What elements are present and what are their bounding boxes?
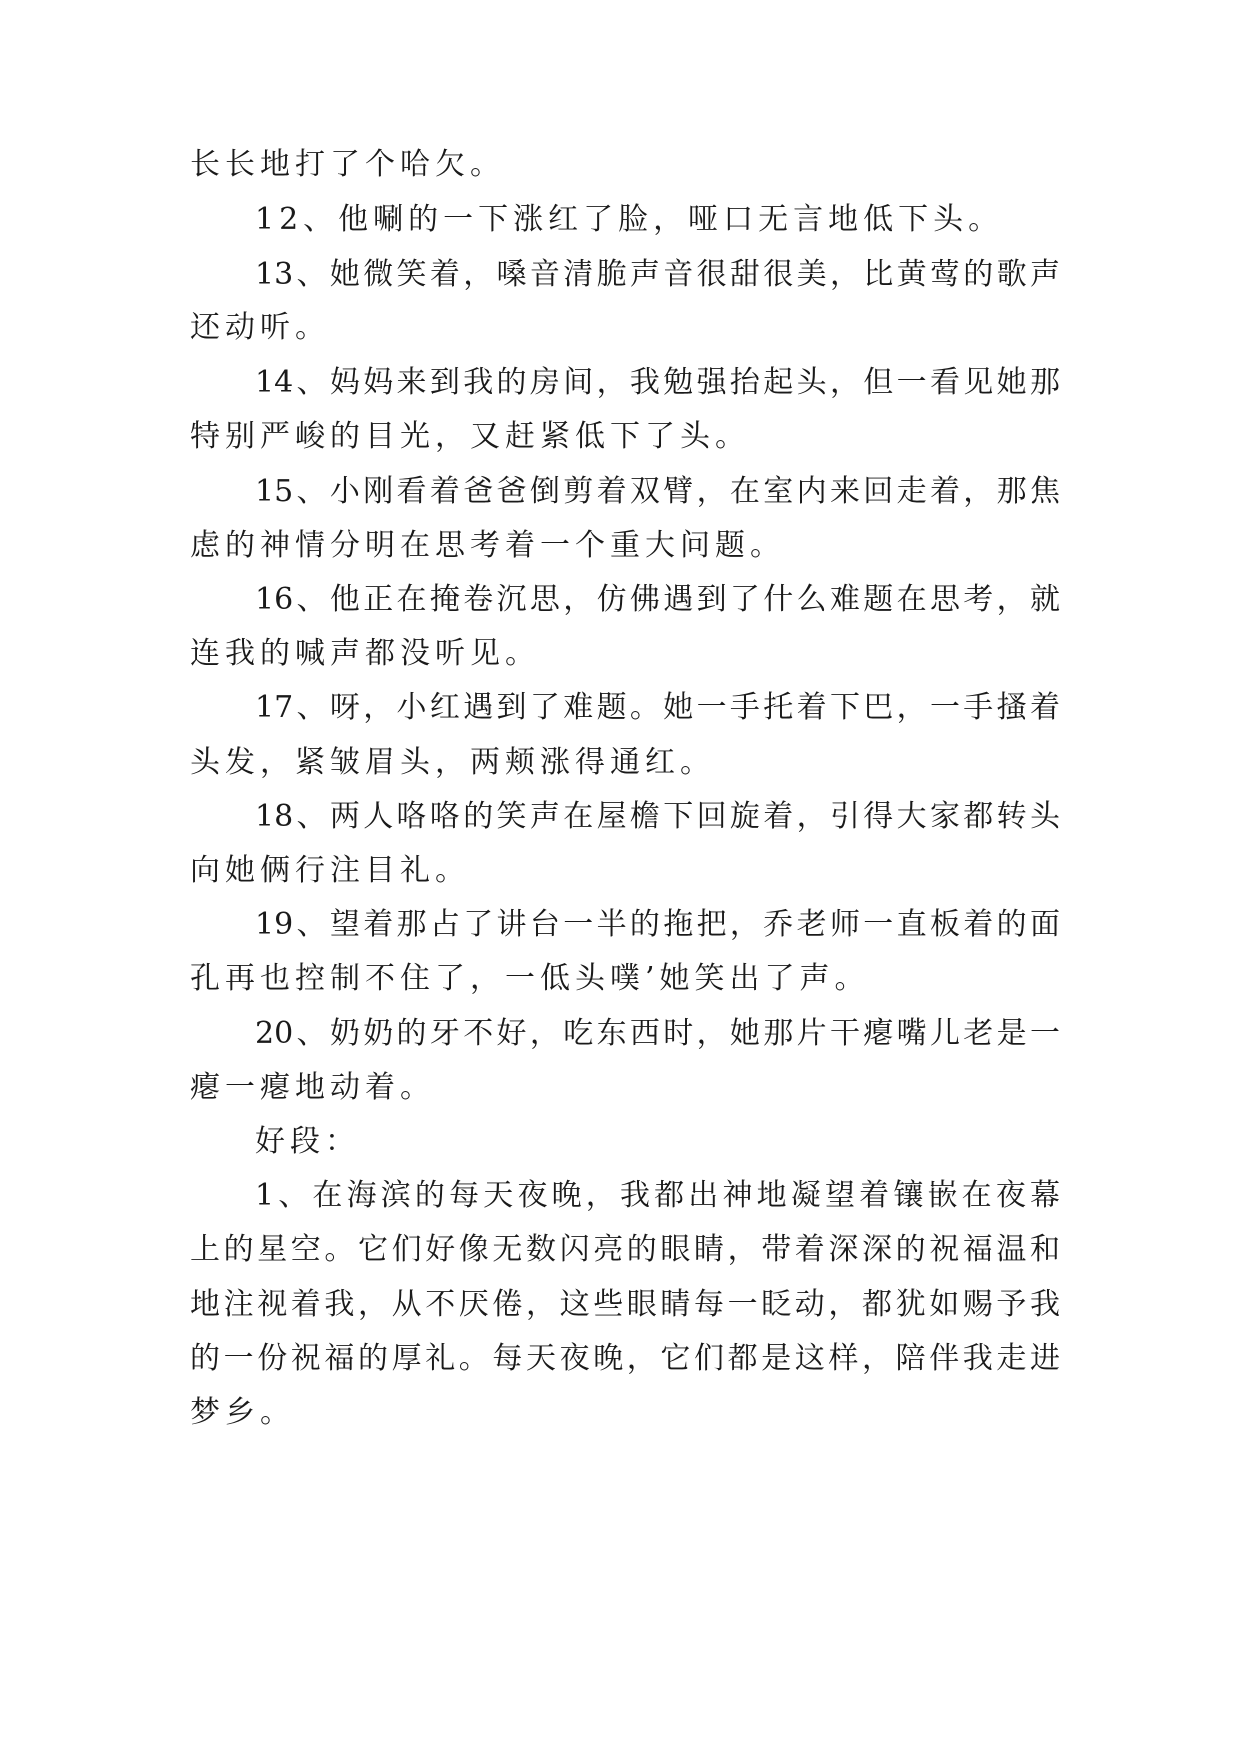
text-line-19: 好段： [255,1124,360,1159]
text-line-2: 12、他唰的一下涨红了脸，哑口无言地低下头。 [255,202,1004,237]
text-line-15: 19、望着那占了讲台一半的拖把，乔老师一直板着的面 [255,907,1060,942]
text-line-6: 特别严峻的目光，又赶紧低下了头。 [190,419,750,454]
text-line-5: 14、妈妈来到我的房间，我勉强抬起头，但一看见她那 [255,365,1060,400]
text-line-16: 孔再也控制不住了，一低头噗’她笑出了声。 [190,961,870,996]
text-line-1: 长长地打了个哈欠。 [190,147,505,182]
text-line-7: 15、小刚看着爸爸倒剪着双臂，在室内来回走着，那焦 [255,474,1060,509]
text-line-24: 梦乡。 [190,1395,295,1430]
text-line-13: 18、两人咯咯的笑声在屋檐下回旋着，引得大家都转头 [255,799,1060,834]
text-line-4: 还动听。 [190,310,330,345]
text-line-8: 虑的神情分明在思考着一个重大问题。 [190,528,785,563]
text-line-17: 20、奶奶的牙不好，吃东西时，她那片干瘪嘴儿老是一 [255,1016,1060,1051]
text-line-10: 连我的喊声都没听见。 [190,636,540,671]
text-line-21: 上的星空。它们好像无数闪亮的眼睛，带着深深的祝福温和 [190,1232,1060,1267]
text-line-18: 瘪一瘪地动着。 [190,1070,435,1105]
text-line-22: 地注视着我，从不厌倦，这些眼睛每一眨动，都犹如赐予我 [190,1287,1060,1322]
text-line-20: 1、在海滨的每天夜晚，我都出神地凝望着镶嵌在夜幕 [255,1178,1060,1213]
text-line-14: 向她俩行注目礼。 [190,853,470,888]
text-line-9: 16、他正在掩卷沉思，仿佛遇到了什么难题在思考，就 [255,582,1060,617]
text-line-12: 头发，紧皱眉头，两颊涨得通红。 [190,745,715,780]
text-line-3: 13、她微笑着，嗓音清脆声音很甜很美，比黄莺的歌声 [255,257,1060,292]
text-line-11: 17、呀，小红遇到了难题。她一手托着下巴，一手搔着 [255,690,1060,725]
text-line-23: 的一份祝福的厚礼。每天夜晚，它们都是这样，陪伴我走进 [190,1341,1060,1376]
